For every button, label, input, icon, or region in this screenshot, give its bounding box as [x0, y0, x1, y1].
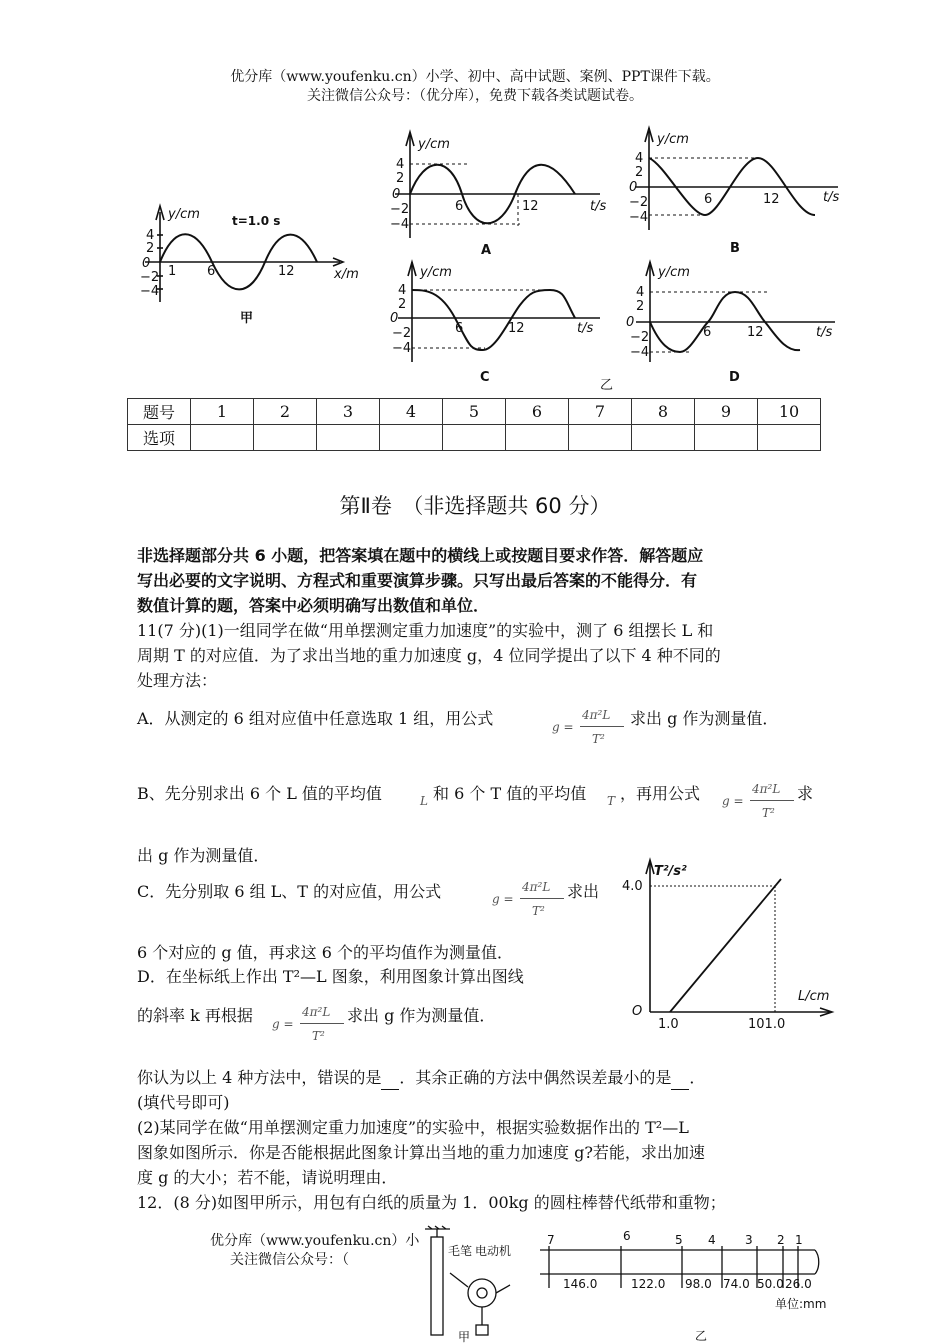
- svg-text:−2: −2: [630, 330, 650, 345]
- q12-line: 12．(8 分)如图甲所示，用包有白纸的质量为 1．00kg 的圆柱棒替代纸带和重物；: [137, 1193, 726, 1212]
- svg-text:甲: 甲: [458, 1330, 471, 1344]
- svg-text:甲: 甲: [240, 311, 254, 326]
- svg-text:6: 6: [623, 1229, 631, 1243]
- svg-text:D: D: [729, 370, 740, 385]
- svg-text:乙: 乙: [695, 1329, 708, 1343]
- apparatus-figure: [420, 1225, 530, 1344]
- svg-text:12: 12: [278, 264, 295, 279]
- option-a-text: A．从测定的 6 组对应值中任意选取 1 组，用公式: [137, 709, 494, 728]
- option-d-text: 的斜率 k 再根据: [137, 1006, 253, 1025]
- svg-text:A: A: [481, 243, 492, 258]
- svg-text:y/cm: y/cm: [658, 265, 690, 280]
- svg-text:2: 2: [777, 1233, 785, 1247]
- svg-text:t/s: t/s: [590, 199, 607, 214]
- svg-text:3: 3: [745, 1233, 753, 1247]
- svg-text:26.0: 26.0: [785, 1277, 812, 1291]
- svg-text:4: 4: [635, 151, 644, 166]
- svg-text:单位:mm: 单位:mm: [775, 1297, 827, 1311]
- formula-g: g = 4π²L T²: [272, 1005, 347, 1050]
- svg-text:12: 12: [747, 325, 764, 340]
- svg-text:B: B: [730, 241, 740, 256]
- svg-text:y/cm: y/cm: [418, 137, 450, 152]
- t2l-series-line: [670, 879, 781, 1012]
- svg-text:146.0: 146.0: [563, 1277, 598, 1291]
- svg-text:0: 0: [626, 315, 635, 330]
- svg-text:0: 0: [629, 180, 638, 195]
- option-b-line2: 出 g 作为测量值．: [137, 846, 270, 865]
- intro-line: 写出必要的文字说明、方程式和重要演算步骤。只写出最后答案的不能得分．有: [137, 571, 698, 590]
- svg-text:−4: −4: [629, 210, 649, 225]
- svg-text:6: 6: [207, 264, 216, 279]
- t2l-xlabel: L/cm: [798, 989, 830, 1004]
- svg-text:6: 6: [455, 199, 464, 214]
- svg-text:t=1.0 s: t=1.0 s: [232, 214, 281, 228]
- answer-cell[interactable]: [254, 425, 317, 451]
- q11-part2: 度 g 的大小；若不能，请说明理由．: [137, 1168, 398, 1187]
- svg-text:y/cm: y/cm: [168, 207, 200, 222]
- option-c-text: C．先分别取 6 组 L、T 的对应值，用公式: [137, 882, 442, 901]
- svg-text:电动机: 电动机: [475, 1244, 512, 1258]
- svg-text:4: 4: [396, 157, 405, 172]
- svg-text:x/m: x/m: [334, 267, 359, 282]
- option-a-end: 求出 g 作为测量值．: [630, 709, 779, 728]
- svg-text:12: 12: [522, 199, 539, 214]
- svg-text:t/s: t/s: [577, 321, 594, 336]
- svg-text:−4: −4: [140, 284, 160, 299]
- svg-text:122.0: 122.0: [631, 1277, 666, 1291]
- svg-text:2: 2: [398, 297, 407, 312]
- table-row: 选项: [128, 425, 821, 451]
- q11-ask-line2: (填代号即可): [137, 1093, 230, 1112]
- answer-cell[interactable]: [317, 425, 380, 451]
- svg-text:−2: −2: [392, 326, 412, 341]
- svg-text:6: 6: [455, 321, 464, 336]
- svg-text:2: 2: [635, 165, 644, 180]
- svg-text:5: 5: [675, 1233, 683, 1247]
- wave-figures: [0, 0, 950, 395]
- q11-line: 11(7 分)(1)一组同学在做“用单摆测定重力加速度”的实验中，测了 6 组摆长 L 和: [137, 621, 714, 640]
- svg-text:y/cm: y/cm: [420, 265, 452, 280]
- formula-g: g = 4π²L T²: [722, 782, 797, 827]
- svg-text:4: 4: [708, 1233, 716, 1247]
- answer-cell[interactable]: [758, 425, 821, 451]
- intro-line: 数值计算的题，答案中必须明确写出数值和单位．: [137, 596, 490, 615]
- svg-text:12: 12: [763, 192, 780, 207]
- svg-text:98.0: 98.0: [685, 1277, 712, 1291]
- svg-text:0: 0: [390, 311, 399, 326]
- table-row: 题号 1 2 3 4 5 6 7 8 9 10: [128, 399, 821, 425]
- svg-text:−4: −4: [390, 217, 410, 232]
- svg-text:y/cm: y/cm: [657, 132, 689, 147]
- option-c-end: 求出: [567, 882, 600, 901]
- q11-ask: 你认为以上 4 种方法中，错误的是 ．其余正确的方法中偶然误差最小的是 ．: [137, 1065, 705, 1090]
- svg-text:74.0: 74.0: [723, 1277, 750, 1291]
- svg-text:乙: 乙: [600, 378, 614, 393]
- option-b-text: B、先分别求出 6 个 L 值的平均值: [137, 784, 382, 803]
- formula-g: g = 4π²L T²: [552, 708, 627, 753]
- t2l-xtick: 101.0: [748, 1017, 786, 1032]
- svg-text:7: 7: [547, 1233, 555, 1247]
- svg-text:1: 1: [168, 264, 177, 279]
- svg-text:4: 4: [398, 283, 407, 298]
- t2l-origin: O: [632, 1004, 643, 1019]
- svg-text:2: 2: [636, 299, 645, 314]
- t2l-ytick: 4.0: [622, 879, 643, 894]
- svg-text:毛笔: 毛笔: [448, 1244, 473, 1258]
- option-d-end: 求出 g 作为测量值．: [347, 1006, 496, 1025]
- section-title: 第Ⅱ卷 （非选择题共 60 分）: [339, 494, 611, 518]
- option-b-end: 求: [797, 784, 814, 803]
- option-b-mid: 和 6 个 T 值的平均值: [433, 784, 587, 803]
- q11-part2: 图象如图所示．你是否能根据此图象计算出当地的重力加速度 g?若能，求出加速: [137, 1143, 705, 1162]
- answer-cell[interactable]: [380, 425, 443, 451]
- answer-blank[interactable]: [671, 1073, 689, 1090]
- svg-text:12: 12: [508, 321, 525, 336]
- option-b-mid2: ，再用公式: [620, 784, 701, 803]
- footer-line-1: 优分库（www.youfenku.cn）小: [210, 1233, 420, 1249]
- q11-part2: (2)某同学在做“用单摆测定重力加速度”的实验中，根据实验数据作出的 T²—L: [137, 1118, 689, 1137]
- option-c-line2: 6 个对应的 g 值，再求这 6 个的平均值作为测量值．: [137, 943, 514, 962]
- answer-blank[interactable]: [381, 1073, 399, 1090]
- header-line-1: 优分库（www.youfenku.cn）小学、初中、高中试题、案例、PPT课件下载。: [230, 69, 720, 85]
- svg-text:1: 1: [795, 1233, 803, 1247]
- svg-text:6: 6: [703, 325, 712, 340]
- svg-text:6: 6: [704, 192, 713, 207]
- svg-text:4: 4: [636, 285, 645, 300]
- svg-text:−4: −4: [392, 341, 412, 356]
- svg-text:4: 4: [146, 228, 155, 243]
- svg-text:C: C: [480, 370, 490, 385]
- t2l-xtick: 1.0: [658, 1017, 679, 1032]
- svg-text:2: 2: [146, 241, 155, 256]
- answer-cell[interactable]: [569, 425, 632, 451]
- answer-cell[interactable]: [191, 425, 254, 451]
- q11-line: 处理方法：: [137, 671, 218, 690]
- q11-line: 周期 T 的对应值．为了求出当地的重力加速度 g，4 位同学提出了以下 4 种不同的: [137, 646, 721, 665]
- formula-g: g = 4π²L T²: [492, 880, 567, 925]
- svg-text:0: 0: [142, 256, 151, 271]
- t2l-ylabel: T²/s²: [654, 864, 687, 879]
- svg-text:−2: −2: [629, 195, 649, 210]
- answer-cell[interactable]: [443, 425, 506, 451]
- header-line-2: 关注微信公众号：（优分库），免费下载各类试题试卷。: [307, 88, 643, 104]
- answer-cell[interactable]: [632, 425, 695, 451]
- svg-text:−2: −2: [390, 202, 410, 217]
- svg-text:−4: −4: [630, 345, 650, 360]
- svg-text:50.0: 50.0: [757, 1277, 784, 1291]
- svg-text:−2: −2: [140, 270, 160, 285]
- t2l-graph: [620, 850, 840, 1035]
- intro-line: 非选择题部分共 6 小题，把答案填在题中的横线上或按题目要求作答．解答题应: [137, 546, 704, 565]
- answer-table: [127, 398, 821, 451]
- svg-text:0: 0: [392, 187, 401, 202]
- svg-text:2: 2: [396, 171, 405, 186]
- footer-line-2: 关注微信公众号：（: [230, 1252, 349, 1268]
- paper-tape-figure: [535, 1228, 830, 1344]
- svg-text:t/s: t/s: [816, 325, 833, 340]
- answer-cell[interactable]: [695, 425, 758, 451]
- svg-text:t/s: t/s: [823, 190, 840, 205]
- answer-cell[interactable]: [506, 425, 569, 451]
- option-d-line1: D．在坐标纸上作出 T²—L 图象，利用图象计算出图线: [137, 967, 524, 986]
